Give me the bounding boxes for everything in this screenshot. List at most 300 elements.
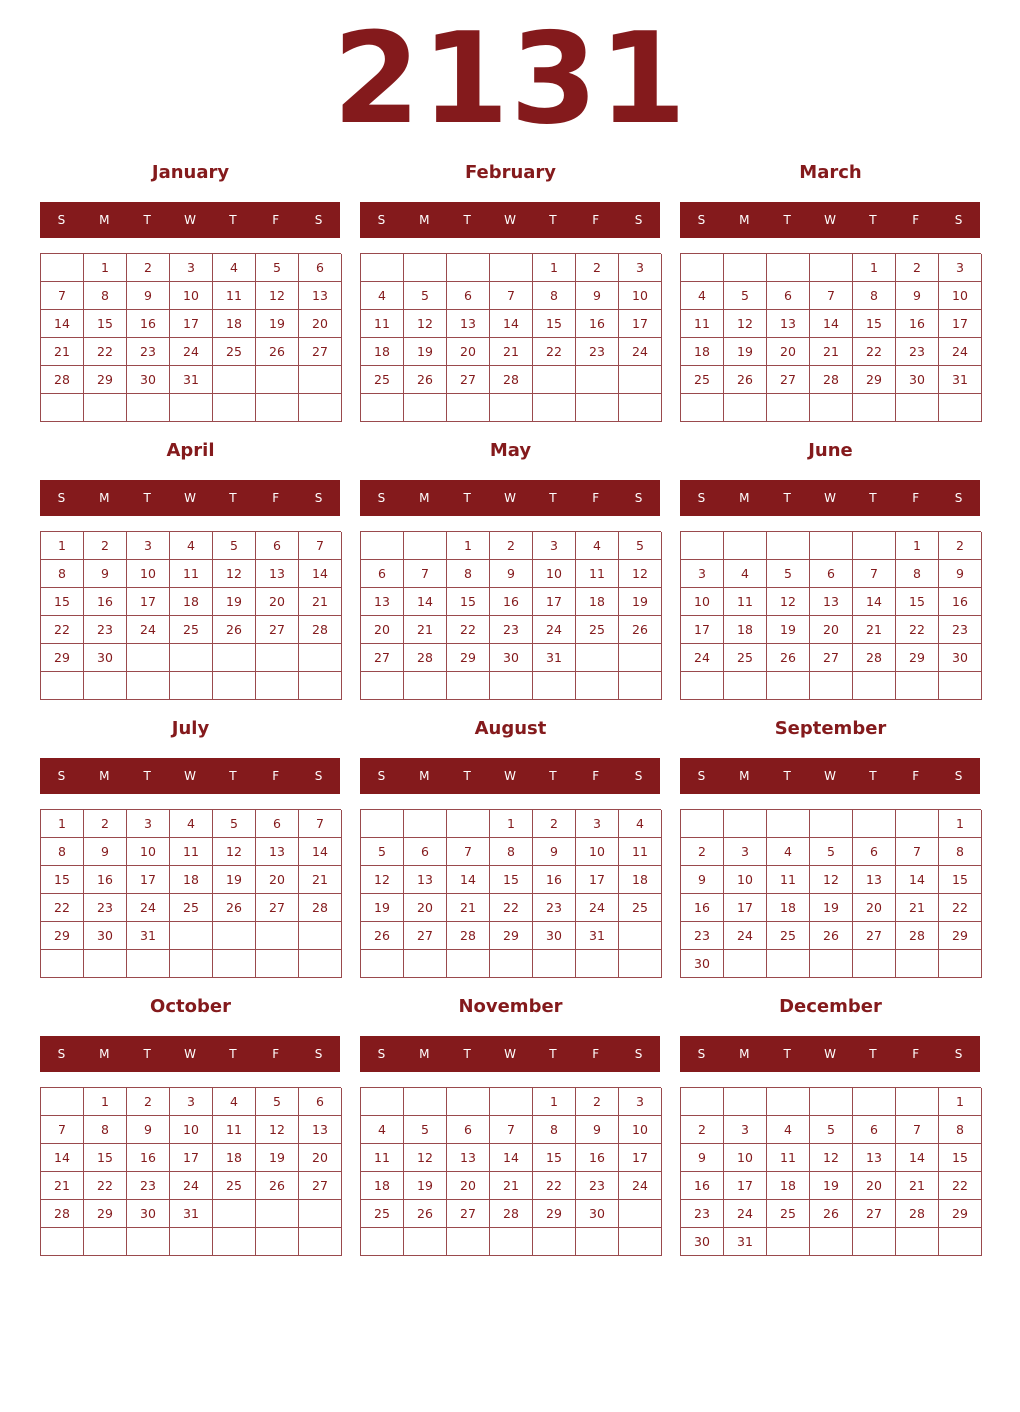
- day-cell: 12: [213, 560, 256, 588]
- day-cell: 25: [213, 1172, 256, 1200]
- day-cell: 7: [41, 282, 84, 310]
- day-cell: 2: [576, 254, 619, 282]
- day-cell: 14: [810, 310, 853, 338]
- day-cell: 7: [41, 1116, 84, 1144]
- day-cell: 23: [533, 894, 576, 922]
- day-cell: [127, 672, 170, 700]
- day-cell: [681, 672, 724, 700]
- day-cell: [681, 1088, 724, 1116]
- day-cell: 14: [490, 1144, 533, 1172]
- day-cell: 22: [447, 616, 490, 644]
- day-cell: 25: [619, 894, 662, 922]
- day-cell: 17: [170, 310, 213, 338]
- day-cell: 28: [853, 644, 896, 672]
- day-cell: 18: [213, 310, 256, 338]
- weekday-label: W: [504, 213, 516, 227]
- day-cell: 10: [576, 838, 619, 866]
- day-cell: 30: [127, 366, 170, 394]
- weekday-label: S: [954, 1047, 963, 1061]
- day-cell: 20: [404, 894, 447, 922]
- day-cell: [619, 672, 662, 700]
- day-cell: [404, 1228, 447, 1256]
- day-cell: 16: [127, 1144, 170, 1172]
- day-cell: [810, 672, 853, 700]
- day-cell: [404, 1088, 447, 1116]
- day-cell: [576, 644, 619, 672]
- weekday-label: F: [912, 213, 920, 227]
- day-cell: [810, 394, 853, 422]
- day-cell: [447, 810, 490, 838]
- day-cell: 2: [127, 254, 170, 282]
- day-cell: 10: [170, 282, 213, 310]
- day-cell: 24: [939, 338, 982, 366]
- weekday-header: [360, 480, 660, 516]
- day-cell: [810, 254, 853, 282]
- day-cell: 11: [681, 310, 724, 338]
- weekday-label: S: [57, 769, 66, 783]
- day-cell: 25: [681, 366, 724, 394]
- day-cell: 8: [939, 838, 982, 866]
- weekday-label: T: [549, 213, 557, 227]
- day-cell: 10: [127, 838, 170, 866]
- day-cell: 9: [127, 282, 170, 310]
- day-cell: [533, 394, 576, 422]
- day-cell: 10: [724, 1144, 767, 1172]
- day-cell: 16: [84, 588, 127, 616]
- day-cell: 14: [853, 588, 896, 616]
- day-cell: [681, 394, 724, 422]
- day-cell: 31: [170, 1200, 213, 1228]
- day-cell: 6: [447, 1116, 490, 1144]
- day-cell: 17: [127, 588, 170, 616]
- day-cell: 27: [361, 644, 404, 672]
- day-cell: 3: [724, 838, 767, 866]
- day-cell: 14: [896, 1144, 939, 1172]
- day-cell: [41, 672, 84, 700]
- weekday-header: [40, 758, 340, 794]
- day-cell: [490, 1088, 533, 1116]
- day-cell: [490, 950, 533, 978]
- day-cell: [490, 254, 533, 282]
- day-cell: 26: [213, 894, 256, 922]
- day-cell: 19: [256, 310, 299, 338]
- day-cell: 6: [447, 282, 490, 310]
- day-cell: 13: [404, 866, 447, 894]
- weekday-label: T: [869, 213, 877, 227]
- day-cell: 23: [490, 616, 533, 644]
- day-cell: 24: [576, 894, 619, 922]
- day-cell: 6: [404, 838, 447, 866]
- day-cell: 6: [853, 838, 896, 866]
- day-cell: [361, 1088, 404, 1116]
- day-cell: 5: [361, 838, 404, 866]
- day-cell: 19: [724, 338, 767, 366]
- day-cell: 17: [576, 866, 619, 894]
- day-cell: 15: [533, 310, 576, 338]
- day-cell: 21: [896, 894, 939, 922]
- day-cell: 13: [447, 1144, 490, 1172]
- day-cell: 2: [681, 838, 724, 866]
- day-cell: 10: [724, 866, 767, 894]
- day-cell: 1: [853, 254, 896, 282]
- weekday-label: S: [314, 769, 323, 783]
- day-cell: 24: [170, 1172, 213, 1200]
- day-cell: [299, 922, 342, 950]
- weekday-label: F: [912, 769, 920, 783]
- day-cell: 12: [256, 282, 299, 310]
- day-cell: 3: [619, 254, 662, 282]
- day-cell: 24: [619, 1172, 662, 1200]
- day-cell: [213, 922, 256, 950]
- day-grid: [680, 1087, 981, 1256]
- day-cell: [447, 1088, 490, 1116]
- day-cell: 4: [724, 560, 767, 588]
- weekday-label: W: [184, 1047, 196, 1061]
- day-cell: [853, 672, 896, 700]
- day-cell: 26: [256, 338, 299, 366]
- day-cell: 16: [681, 1172, 724, 1200]
- day-cell: 19: [256, 1144, 299, 1172]
- day-cell: 13: [256, 560, 299, 588]
- day-cell: 17: [619, 1144, 662, 1172]
- day-cell: 25: [213, 338, 256, 366]
- day-cell: [256, 1200, 299, 1228]
- day-cell: 21: [853, 616, 896, 644]
- day-cell: 2: [84, 810, 127, 838]
- day-cell: 2: [127, 1088, 170, 1116]
- weekday-label: T: [143, 213, 151, 227]
- day-cell: [361, 254, 404, 282]
- day-cell: 26: [256, 1172, 299, 1200]
- day-cell: [490, 394, 533, 422]
- day-cell: 14: [41, 310, 84, 338]
- day-cell: 19: [767, 616, 810, 644]
- day-cell: 25: [724, 644, 767, 672]
- day-cell: 12: [256, 1116, 299, 1144]
- day-cell: 8: [896, 560, 939, 588]
- day-cell: 25: [170, 616, 213, 644]
- day-cell: [299, 644, 342, 672]
- day-cell: 1: [447, 532, 490, 560]
- day-cell: 4: [213, 254, 256, 282]
- day-cell: 27: [299, 1172, 342, 1200]
- day-cell: 21: [896, 1172, 939, 1200]
- day-cell: 15: [41, 588, 84, 616]
- day-cell: 26: [619, 616, 662, 644]
- day-cell: 21: [810, 338, 853, 366]
- day-cell: 3: [681, 560, 724, 588]
- day-cell: [767, 532, 810, 560]
- day-cell: [724, 394, 767, 422]
- day-cell: [939, 672, 982, 700]
- day-cell: 17: [681, 616, 724, 644]
- weekday-label: T: [549, 491, 557, 505]
- day-cell: [404, 394, 447, 422]
- day-cell: 9: [490, 560, 533, 588]
- day-cell: [447, 394, 490, 422]
- day-cell: [213, 394, 256, 422]
- day-cell: 6: [853, 1116, 896, 1144]
- day-cell: [41, 1088, 84, 1116]
- day-cell: [853, 1228, 896, 1256]
- day-cell: 3: [619, 1088, 662, 1116]
- day-cell: 16: [533, 866, 576, 894]
- weekday-label: F: [912, 491, 920, 505]
- day-cell: [533, 950, 576, 978]
- day-cell: 23: [681, 1200, 724, 1228]
- weekday-label: S: [377, 769, 386, 783]
- day-cell: 27: [447, 1200, 490, 1228]
- day-cell: 21: [299, 588, 342, 616]
- weekday-label: T: [783, 769, 791, 783]
- day-cell: 24: [724, 922, 767, 950]
- day-cell: [256, 394, 299, 422]
- weekday-label: F: [592, 769, 600, 783]
- day-cell: 23: [939, 616, 982, 644]
- day-cell: [767, 672, 810, 700]
- day-cell: 16: [84, 866, 127, 894]
- day-cell: [170, 672, 213, 700]
- day-cell: [576, 1228, 619, 1256]
- day-cell: 11: [213, 282, 256, 310]
- weekday-label: T: [463, 213, 471, 227]
- day-cell: 20: [767, 338, 810, 366]
- day-cell: [533, 672, 576, 700]
- day-cell: 13: [256, 838, 299, 866]
- day-cell: 28: [490, 1200, 533, 1228]
- day-cell: 21: [41, 338, 84, 366]
- day-cell: 13: [810, 588, 853, 616]
- day-cell: [256, 950, 299, 978]
- day-cell: 28: [41, 1200, 84, 1228]
- weekday-label: T: [783, 491, 791, 505]
- day-cell: 16: [939, 588, 982, 616]
- day-cell: [447, 950, 490, 978]
- day-cell: [939, 950, 982, 978]
- weekday-label: T: [549, 1047, 557, 1061]
- weekday-label: F: [912, 1047, 920, 1061]
- day-cell: 21: [41, 1172, 84, 1200]
- day-cell: 15: [84, 1144, 127, 1172]
- weekday-label: S: [314, 1047, 323, 1061]
- day-cell: 8: [533, 282, 576, 310]
- day-cell: 18: [213, 1144, 256, 1172]
- day-cell: 25: [767, 1200, 810, 1228]
- day-cell: [404, 254, 447, 282]
- day-cell: [404, 950, 447, 978]
- day-cell: [170, 644, 213, 672]
- day-cell: [767, 394, 810, 422]
- weekday-label: M: [99, 491, 110, 505]
- day-cell: 13: [853, 1144, 896, 1172]
- day-cell: 1: [533, 1088, 576, 1116]
- day-cell: 2: [533, 810, 576, 838]
- day-cell: 29: [447, 644, 490, 672]
- day-cell: 21: [404, 616, 447, 644]
- weekday-label: M: [99, 213, 110, 227]
- day-cell: 24: [619, 338, 662, 366]
- weekday-label: M: [419, 213, 430, 227]
- day-cell: [619, 644, 662, 672]
- day-cell: 28: [299, 894, 342, 922]
- weekday-label: W: [184, 769, 196, 783]
- day-cell: [724, 810, 767, 838]
- day-cell: [724, 672, 767, 700]
- day-cell: 13: [361, 588, 404, 616]
- day-cell: 27: [299, 338, 342, 366]
- weekday-label: M: [739, 491, 750, 505]
- day-cell: [84, 394, 127, 422]
- day-cell: 3: [724, 1116, 767, 1144]
- day-cell: 23: [896, 338, 939, 366]
- day-cell: [853, 950, 896, 978]
- day-cell: [41, 254, 84, 282]
- day-cell: 4: [170, 810, 213, 838]
- day-cell: [404, 532, 447, 560]
- day-cell: 13: [767, 310, 810, 338]
- day-cell: [810, 1088, 853, 1116]
- day-cell: 28: [41, 366, 84, 394]
- day-cell: 22: [41, 894, 84, 922]
- day-cell: 6: [361, 560, 404, 588]
- day-cell: [361, 394, 404, 422]
- day-cell: 8: [41, 560, 84, 588]
- day-cell: 30: [576, 1200, 619, 1228]
- day-cell: [896, 950, 939, 978]
- day-cell: [256, 644, 299, 672]
- day-cell: 29: [896, 644, 939, 672]
- weekday-label: T: [143, 1047, 151, 1061]
- day-cell: 27: [256, 616, 299, 644]
- weekday-label: M: [99, 769, 110, 783]
- day-cell: 10: [681, 588, 724, 616]
- day-cell: 17: [939, 310, 982, 338]
- day-cell: 9: [576, 282, 619, 310]
- weekday-label: W: [504, 1047, 516, 1061]
- day-cell: 30: [490, 644, 533, 672]
- day-cell: [939, 1228, 982, 1256]
- day-cell: 5: [810, 838, 853, 866]
- day-cell: [619, 394, 662, 422]
- day-cell: 8: [853, 282, 896, 310]
- day-cell: [767, 254, 810, 282]
- day-cell: 1: [533, 254, 576, 282]
- day-cell: 22: [853, 338, 896, 366]
- day-cell: 29: [84, 1200, 127, 1228]
- day-cell: [767, 950, 810, 978]
- day-cell: 10: [939, 282, 982, 310]
- day-cell: 1: [939, 810, 982, 838]
- day-cell: [533, 366, 576, 394]
- weekday-label: S: [377, 1047, 386, 1061]
- weekday-header: [40, 1036, 340, 1072]
- day-cell: [447, 1228, 490, 1256]
- weekday-header: [360, 758, 660, 794]
- day-cell: 17: [170, 1144, 213, 1172]
- day-cell: [619, 1228, 662, 1256]
- day-cell: [170, 950, 213, 978]
- day-grid: [680, 531, 981, 700]
- day-cell: 9: [127, 1116, 170, 1144]
- weekday-header: [40, 202, 340, 238]
- day-cell: 18: [170, 588, 213, 616]
- day-cell: 15: [41, 866, 84, 894]
- day-cell: 12: [724, 310, 767, 338]
- weekday-label: S: [697, 491, 706, 505]
- day-cell: 8: [41, 838, 84, 866]
- day-cell: 10: [533, 560, 576, 588]
- day-cell: 23: [576, 338, 619, 366]
- day-cell: 22: [896, 616, 939, 644]
- weekday-label: W: [824, 1047, 836, 1061]
- day-cell: 15: [84, 310, 127, 338]
- weekday-label: F: [272, 213, 280, 227]
- day-cell: 30: [681, 1228, 724, 1256]
- day-cell: 15: [490, 866, 533, 894]
- day-cell: [619, 1200, 662, 1228]
- day-cell: 20: [361, 616, 404, 644]
- day-cell: [490, 672, 533, 700]
- day-cell: 6: [810, 560, 853, 588]
- day-cell: 5: [767, 560, 810, 588]
- day-cell: 15: [447, 588, 490, 616]
- day-cell: 19: [361, 894, 404, 922]
- day-cell: 12: [404, 1144, 447, 1172]
- day-cell: [361, 810, 404, 838]
- day-cell: 30: [681, 950, 724, 978]
- day-cell: 31: [170, 366, 213, 394]
- day-cell: [810, 950, 853, 978]
- day-cell: 27: [256, 894, 299, 922]
- day-cell: 26: [810, 1200, 853, 1228]
- day-cell: 11: [361, 1144, 404, 1172]
- month-name: October: [150, 996, 231, 1017]
- day-cell: 27: [447, 366, 490, 394]
- day-cell: 24: [127, 616, 170, 644]
- day-cell: 11: [170, 560, 213, 588]
- day-cell: 16: [681, 894, 724, 922]
- day-cell: [299, 394, 342, 422]
- day-cell: 20: [299, 310, 342, 338]
- month-name: February: [464, 162, 557, 183]
- day-cell: 30: [533, 922, 576, 950]
- day-cell: 20: [256, 866, 299, 894]
- day-cell: 4: [576, 532, 619, 560]
- day-cell: [576, 394, 619, 422]
- day-cell: 24: [681, 644, 724, 672]
- month-name: December: [779, 996, 882, 1017]
- day-cell: [619, 366, 662, 394]
- weekday-label: S: [57, 491, 66, 505]
- day-cell: 19: [404, 338, 447, 366]
- day-cell: 7: [447, 838, 490, 866]
- day-cell: [256, 672, 299, 700]
- day-cell: 18: [361, 1172, 404, 1200]
- day-cell: 20: [853, 894, 896, 922]
- day-cell: 27: [767, 366, 810, 394]
- weekday-label: M: [419, 1047, 430, 1061]
- day-cell: 23: [84, 616, 127, 644]
- day-cell: 19: [619, 588, 662, 616]
- day-cell: [939, 394, 982, 422]
- day-cell: 17: [724, 1172, 767, 1200]
- day-cell: 18: [681, 338, 724, 366]
- day-cell: 7: [490, 282, 533, 310]
- day-cell: 17: [127, 866, 170, 894]
- day-cell: 16: [490, 588, 533, 616]
- day-cell: 4: [170, 532, 213, 560]
- day-cell: [853, 1088, 896, 1116]
